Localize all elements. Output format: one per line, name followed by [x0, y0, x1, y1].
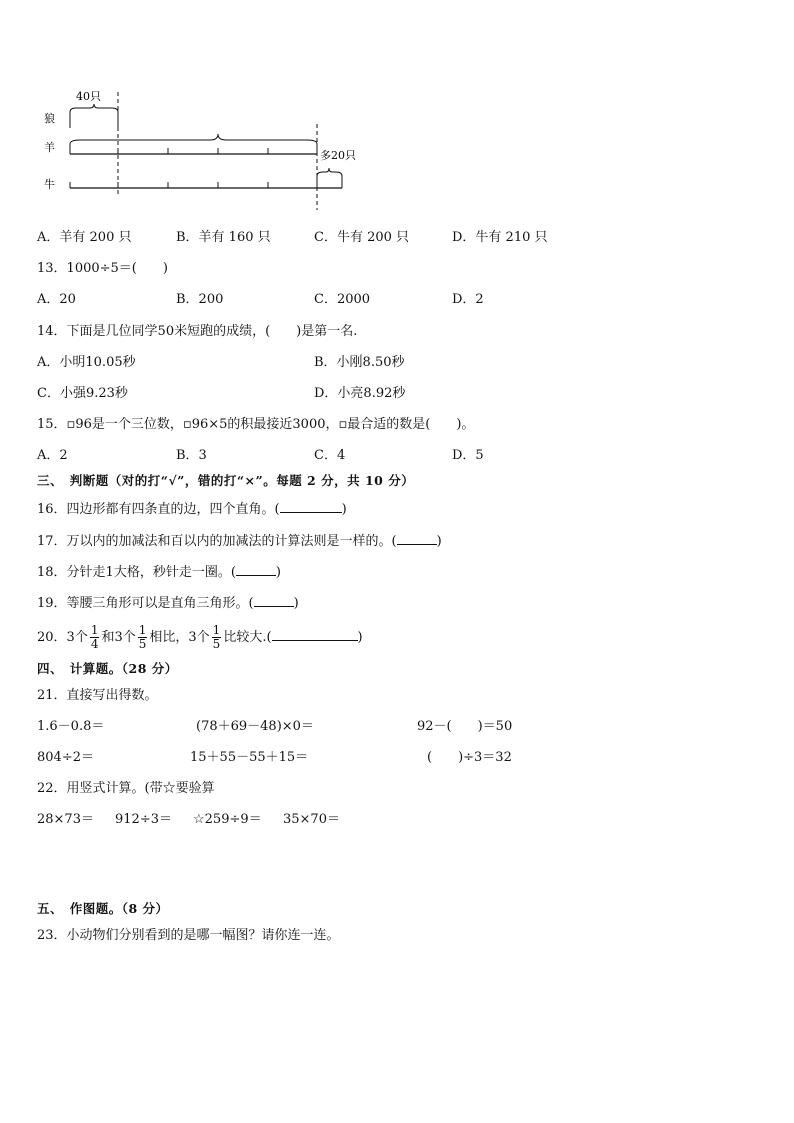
q15-option-c[interactable]: C．4: [314, 448, 346, 463]
q22-item-2: 912÷3＝: [115, 812, 172, 827]
q20-mid2: 相比，3个: [149, 630, 210, 645]
q21-stem: 21．直接写出得数。: [37, 688, 158, 703]
q15-option-b[interactable]: B．3: [176, 448, 207, 463]
line-segment-diagram: [30, 84, 390, 214]
fraction-denominator: 4: [90, 637, 99, 651]
section-3-title: 三、 判断题（对的打“√”，错的打“×”。每题 2 分，共 10 分）: [37, 473, 415, 488]
row-label-cow: 牛: [44, 178, 55, 191]
q22-stem: 22．用竖式计算。(带☆要验算: [37, 781, 215, 796]
q14-option-d[interactable]: D．小亮8.92秒: [314, 386, 406, 401]
q23-stem: 23．小动物们分别看到的是哪一幅图？请你连一连。: [37, 928, 340, 943]
q13-option-b[interactable]: B．200: [176, 292, 224, 307]
sheep-ticks: [70, 148, 317, 154]
q19: [37, 593, 299, 613]
brace-40: [70, 104, 118, 128]
q21-r1-c1: 1.6－0.8＝: [37, 719, 105, 734]
fraction-1-5-b: [212, 624, 222, 651]
fraction-denominator: 5: [212, 637, 221, 651]
section-4-title: 四、 计算题。（28 分）: [37, 661, 178, 676]
q22-item-4: 35×70＝: [283, 812, 340, 827]
q21-r1-c3: 92－( )＝50: [417, 719, 513, 734]
q22-item-1: 28×73＝: [37, 812, 94, 827]
q20: [37, 620, 363, 656]
q19-close: ): [293, 596, 299, 611]
q20-prefix: 20．3个: [37, 630, 88, 645]
q18-answer-blank[interactable]: [236, 562, 276, 576]
q22-item-3: ☆259÷9＝: [193, 812, 262, 827]
q16-answer-blank[interactable]: [280, 499, 342, 513]
brace-20: [317, 168, 342, 184]
q14-stem: 14．下面是几位同学50米短跑的成绩，( )是第一名.: [37, 324, 358, 339]
q20-answer-blank[interactable]: [272, 627, 358, 641]
fraction-1-5-a: [138, 624, 148, 651]
q20-mid1: 和3个: [101, 630, 136, 645]
q21-r2-c1: 804÷2＝: [37, 750, 94, 765]
label-more-20: 多20只: [320, 149, 356, 162]
fraction-numerator: 1: [212, 623, 221, 637]
q19-answer-blank[interactable]: [254, 593, 294, 607]
q18: [37, 562, 281, 582]
diagram-svg: [30, 84, 390, 214]
q13-option-d[interactable]: D．2: [452, 292, 484, 307]
q13-option-a[interactable]: A．20: [37, 292, 76, 307]
q21-r2-c2: 15＋55－55＋15＝: [190, 750, 309, 765]
q14-option-c[interactable]: C．小强9.23秒: [37, 386, 128, 401]
q18-text: 18．分针走1大格，秒针走一圈。(: [37, 565, 236, 580]
label-40: 40只: [76, 90, 101, 103]
cow-ticks: [70, 182, 342, 188]
q12-option-d[interactable]: D．牛有 210 只: [452, 230, 548, 245]
q14-option-a[interactable]: A．小明10.05秒: [37, 355, 136, 370]
q16-close: ): [341, 502, 347, 517]
q13-stem: 13．1000÷5＝( ): [37, 261, 168, 276]
q17-text: 17．万以内的加减法和百以内的加减法的计算法则是一样的。(: [37, 534, 397, 549]
q12-option-b[interactable]: B．羊有 160 只: [176, 230, 271, 245]
q15-stem: 15．▫96是一个三位数，▫96×5的积最接近3000，▫最合适的数是( )。: [37, 417, 475, 432]
row-label-wolf: 狼: [44, 112, 55, 125]
q16-text: 16．四边形都有四条直的边，四个直角。(: [37, 502, 280, 517]
q15-option-d[interactable]: D．5: [452, 448, 484, 463]
q17-answer-blank[interactable]: [397, 531, 437, 545]
q15-option-a[interactable]: A．2: [37, 448, 68, 463]
q13-option-c[interactable]: C．2000: [314, 292, 371, 307]
fraction-numerator: 1: [138, 623, 147, 637]
q18-close: ): [275, 565, 281, 580]
q12-option-c[interactable]: C．牛有 200 只: [314, 230, 410, 245]
brace-sheep: [70, 134, 317, 150]
q20-close: ): [357, 630, 363, 645]
q20-suffix: 比较大.(: [223, 630, 272, 645]
q21-r1-c2: (78＋69－48)×0＝: [196, 719, 314, 734]
q19-text: 19．等腰三角形可以是直角三角形。(: [37, 596, 254, 611]
fraction-1-4: [90, 624, 100, 651]
q14-option-b[interactable]: B．小刚8.50秒: [314, 355, 405, 370]
q17: [37, 531, 442, 551]
q17-close: ): [436, 534, 442, 549]
section-5-title: 五、 作图题。（8 分）: [37, 901, 169, 916]
row-label-sheep: 羊: [44, 141, 55, 154]
q21-r2-c3: ( )÷3＝32: [427, 750, 512, 765]
q16: [37, 499, 347, 519]
fraction-numerator: 1: [90, 623, 99, 637]
fraction-denominator: 5: [138, 637, 147, 651]
q12-option-a[interactable]: A．羊有 200 只: [37, 230, 132, 245]
